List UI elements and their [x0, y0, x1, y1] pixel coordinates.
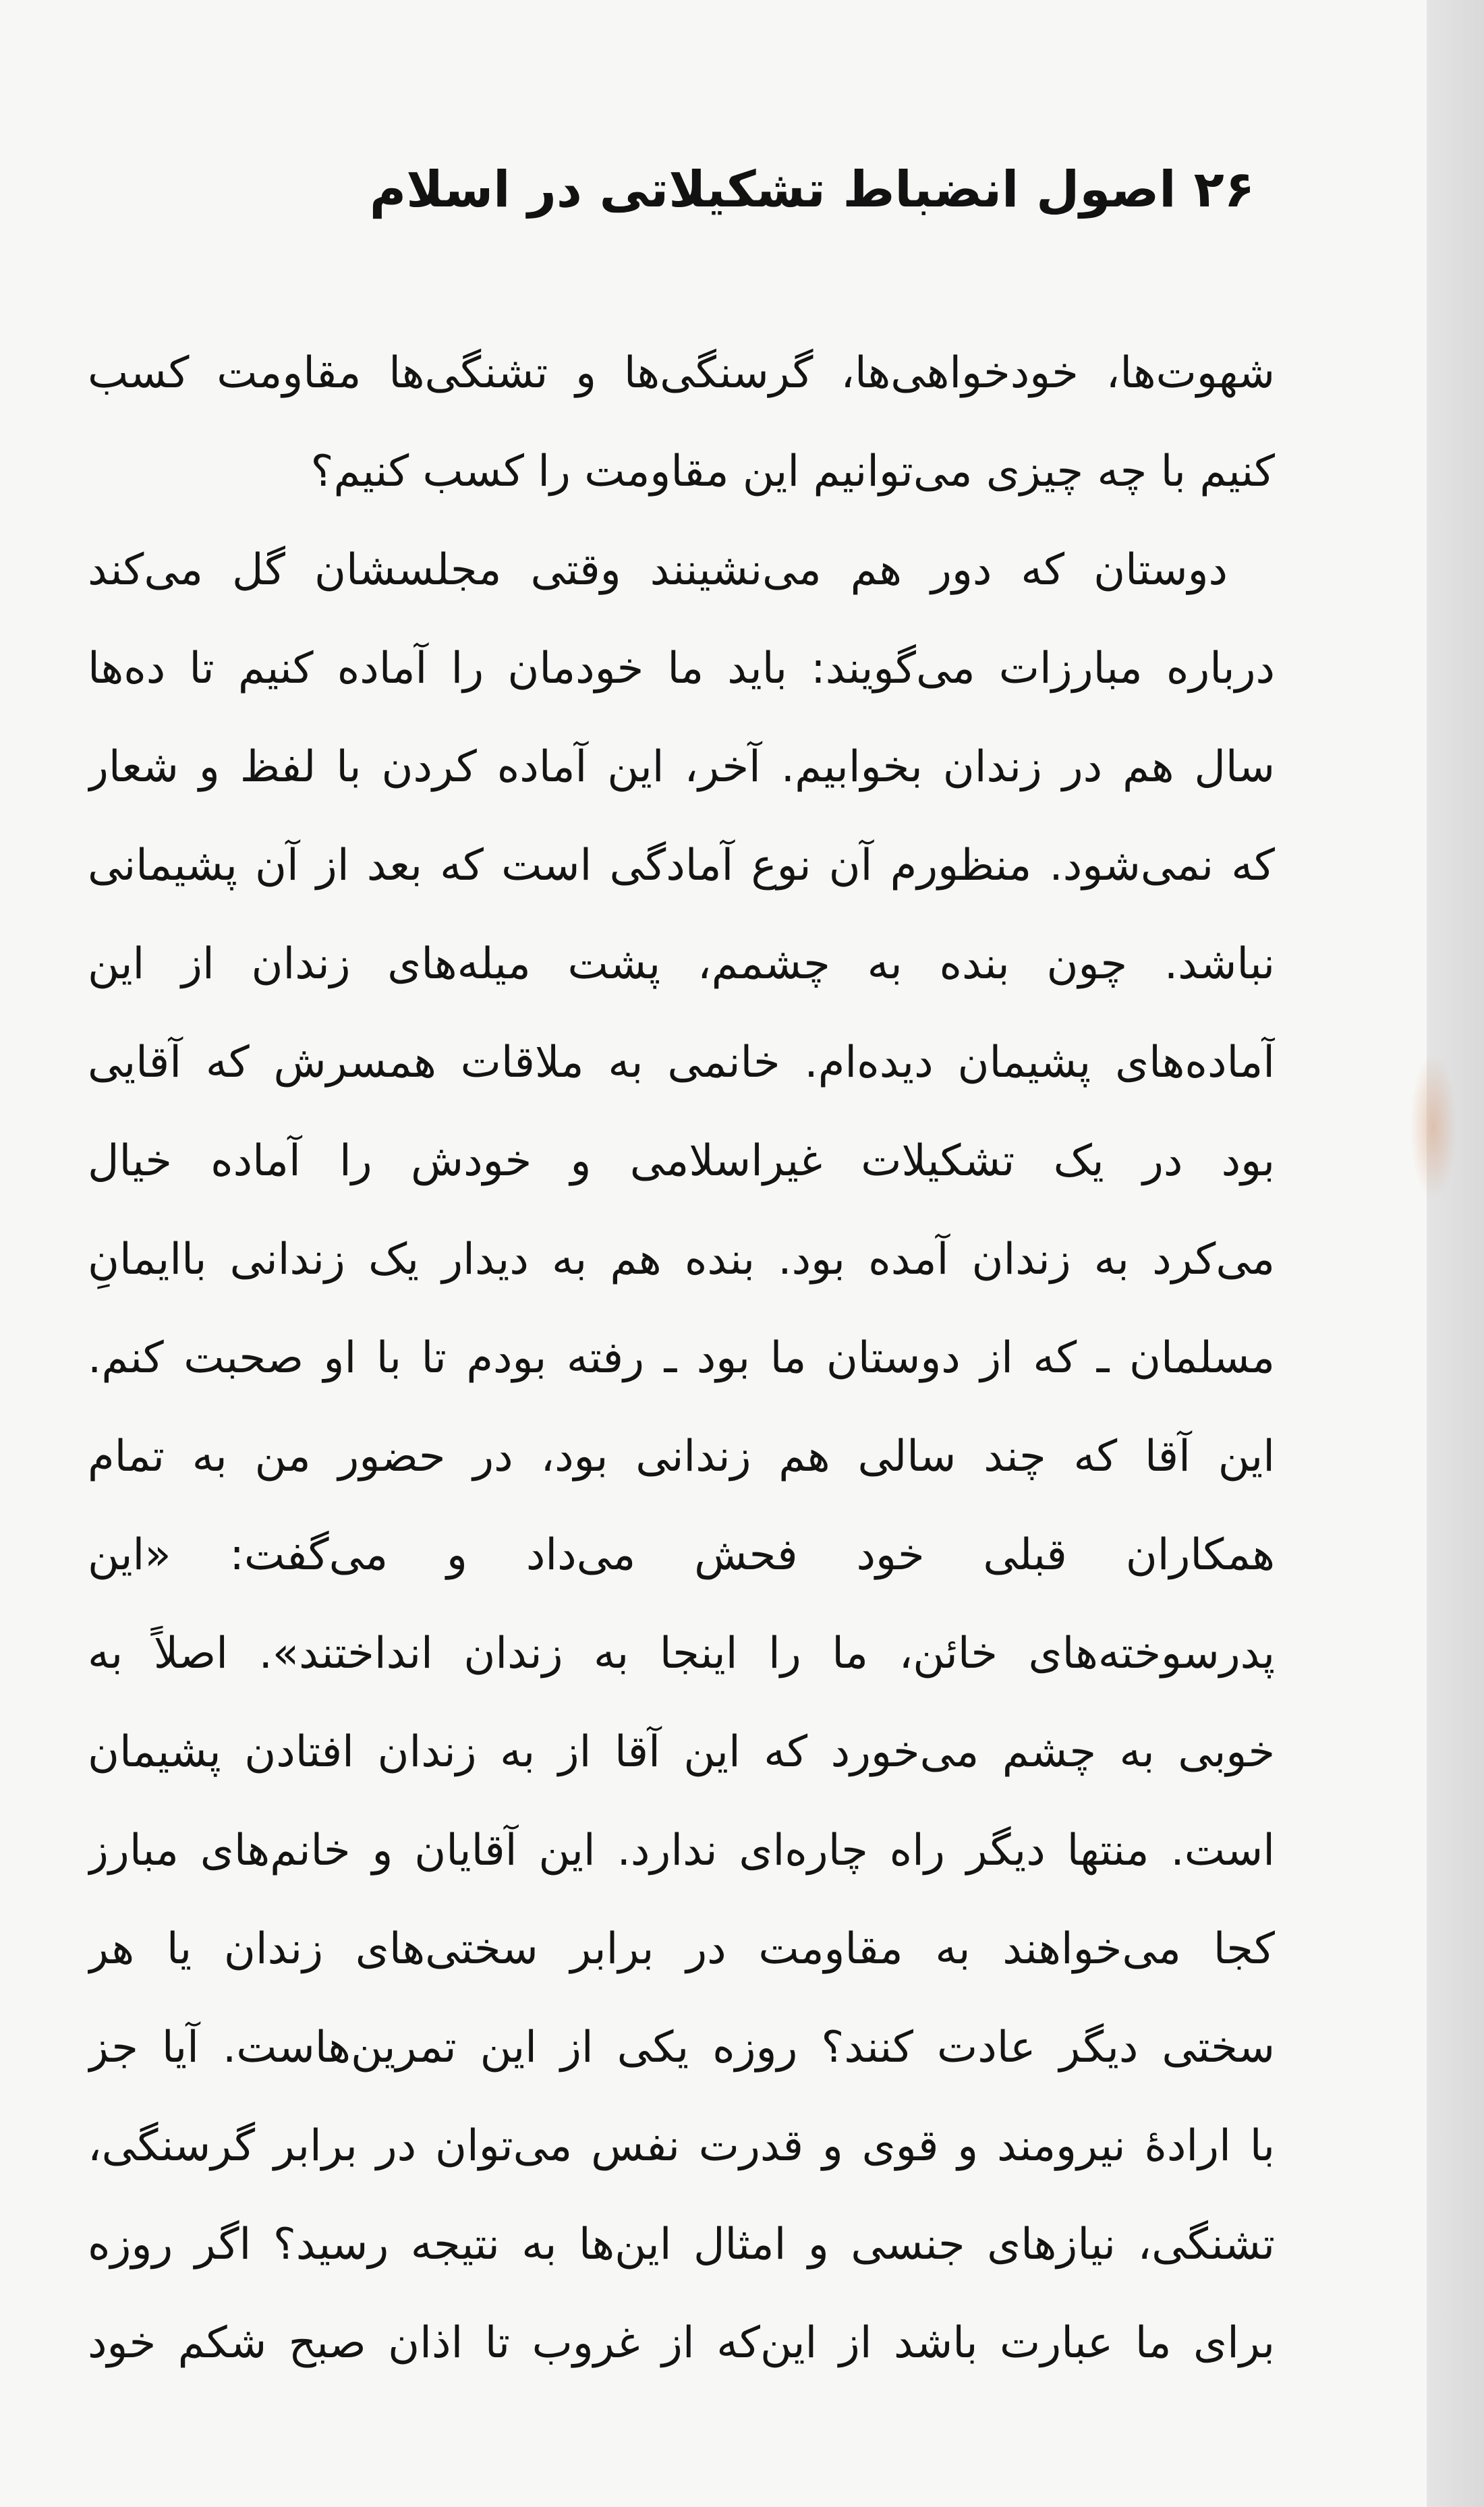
page-number: ۲۶ — [1193, 161, 1255, 219]
text-line: است. منتها دیگر راه چاره‌ای ندارد. این آقایان و خانم‌های مبارز — [88, 1826, 1275, 1876]
text-line: نباشد. چون بنده به چشمم، پشت میله‌های زندان از این — [88, 939, 1275, 989]
body-text — [88, 324, 1275, 2392]
text-line: کجا می‌خواهند به مقاومت در برابر سختی‌های زندان یا هر — [88, 1924, 1275, 1974]
text-line: دوستان که دور هم می‌نشینند وقتی مجلسشان گل می‌کند — [88, 545, 1228, 595]
text-line: همکاران قبلی خود فحش می‌داد و می‌گفت: «این — [88, 1530, 1275, 1580]
text-line: می‌کرد به زندان آمده بود. بنده هم به دیدار یک زندانی باایمانِ — [88, 1235, 1275, 1285]
text-line: کنیم با چه چیزی می‌توانیم این مقاومت را کسب کنیم؟ — [310, 447, 1275, 497]
text-line: که نمی‌شود. منظورم آن نوع آمادگی است که بعد از آن پشیمانی — [88, 841, 1275, 891]
text-line: این آقا که چند سالی هم زندانی بود، در حضور من به تمام — [88, 1432, 1275, 1482]
text-line: برای ما عبارت باشد از این‌که از غروب تا اذان صبح شکم خود — [88, 2318, 1275, 2368]
text-line: تشنگی، نیازهای جنسی و امثال این‌ها به نتیجه رسید؟ اگر روزه — [88, 2220, 1275, 2270]
text-line: پدرسوخته‌های خائن، ما را اینجا به زندان انداختند». اصلاً به — [88, 1629, 1275, 1679]
text-line: شهوت‌ها، خودخواهی‌ها، گرسنگی‌ها و تشنگی‌ها مقاومت کسب — [88, 348, 1275, 398]
adjacent-page-edge — [1427, 0, 1484, 2507]
text-line: سختی دیگر عادت کنند؟ روزه یکی از این تمرین‌هاست. آیا جز — [88, 2023, 1275, 2073]
running-header — [370, 161, 1255, 219]
page-stain — [1410, 1052, 1457, 1201]
text-line: آماده‌های پشیمان دیده‌ام. خانمی به ملاقات همسرش که آقایی — [88, 1038, 1275, 1088]
text-line: خوبی به چشم می‌خورد که این آقا از به زندان افتادن پشیمان — [88, 1727, 1275, 1777]
book-title: اصول انضباط تشکیلاتی در اسلام — [369, 161, 1176, 219]
text-line: سال هم در زندان بخوابیم. آخر، این آماده کردن با لفظ و شعار — [88, 742, 1275, 792]
text-line: مسلمان ـ که از دوستان ما بود ـ رفته بودم تا با او صحبت کنم. — [88, 1333, 1275, 1383]
text-line: بود در یک تشکیلات غیراسلامی و خودش را آماده خیال — [88, 1136, 1275, 1186]
text-line: با ارادهٔ نیرومند و قوی و قدرت نفس می‌توان در برابر گرسنگی، — [88, 2121, 1275, 2171]
text-line: درباره مبارزات می‌گویند: باید ما خودمان را آماده کنیم تا ده‌ها — [88, 644, 1275, 694]
